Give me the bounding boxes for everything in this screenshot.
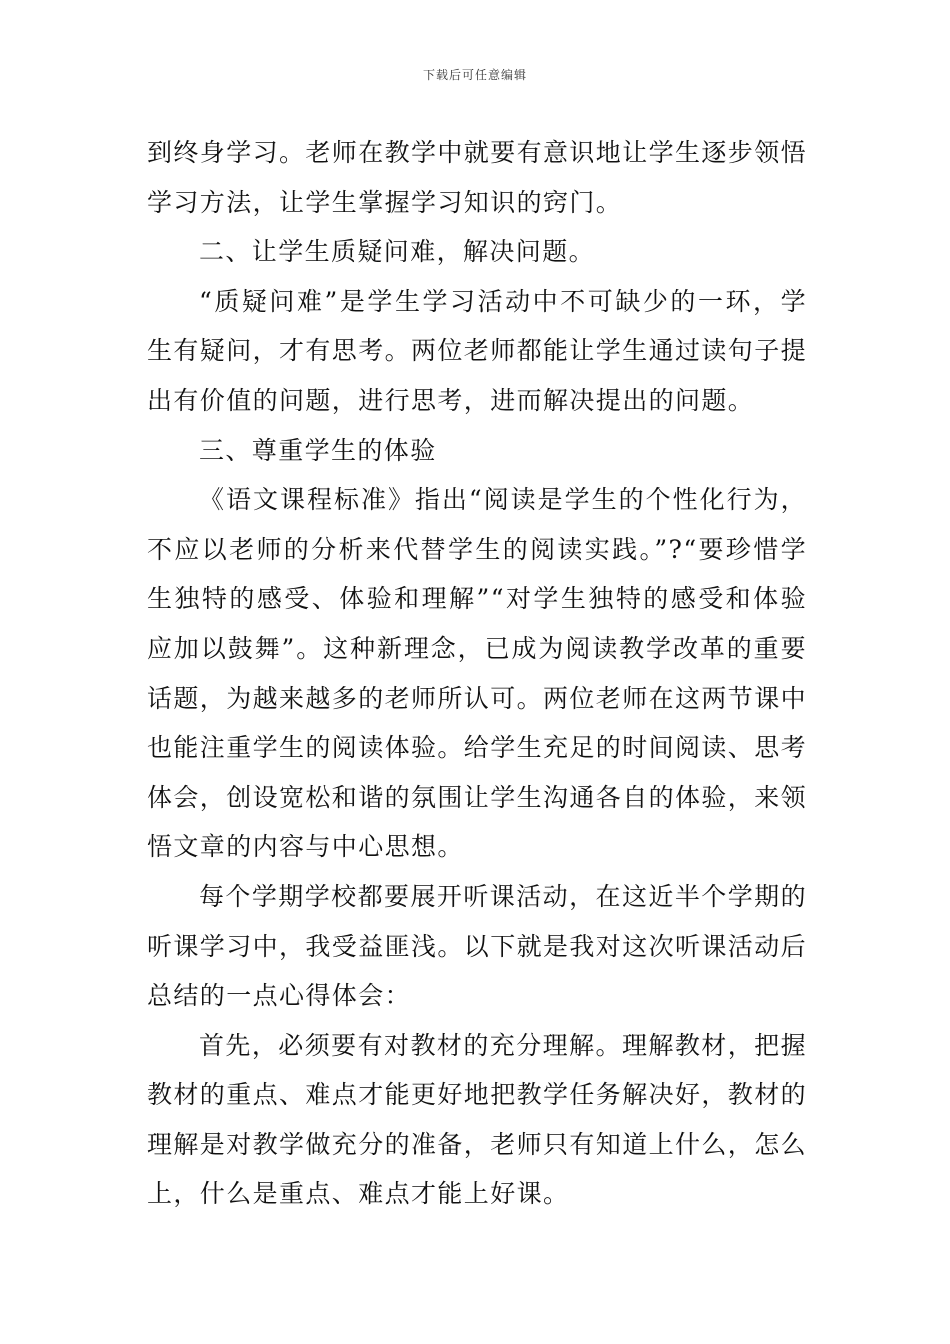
section-heading-3: 三、尊重学生的体验 — [199, 435, 437, 465]
document-body — [147, 128, 807, 1219]
paragraph-textbook-understanding: 首先，必须要有对教材的充分理解。理解教材，把握教材的重点、难点才能更好地把教学任务解决好，教材的理解是对教学做充分的准备，老师只有知道上什么，怎么上，什么是重点、难点才能上好课。 — [147, 1030, 808, 1209]
paragraph-questioning: “质疑问难”是学生学习活动中不可缺少的一环，学生有疑问，才有思考。两位老师都能让学生通过读句子提出有价值的问题，进行思考，进而解决提出的问题。 — [147, 286, 808, 415]
paragraph-curriculum-standard: 《语文课程标准》指出“阅读是学生的个性化行为，不应以老师的分析来代替学生的阅读实践。”?“要珍惜学生独特的感受、体验和理解”“对学生独特的感受和体验应加以鼓舞”。这种新理念，已成为阅读教学改革的重要话题，为越来越多的老师所认可。两位老师在这两节课中也能注重学生的阅读体验。给学生充足的时间阅读、思考体会，创设宽松和谐的氛围让学生沟通各自的体验，来领悟文章的内容与中心思想。 — [147, 485, 808, 862]
section-heading-2: 二、让学生质疑问难，解决问题。 — [199, 237, 596, 267]
page-header: 下载后可任意编辑 — [422, 68, 527, 82]
paragraph-lesson-observation: 每个学期学校都要展开听课活动，在这近半个学期的听课学习中，我受益匪浅。以下就是我对这次听课活动后总结的一点心得体会： — [147, 881, 808, 1011]
paragraph-1: 到终身学习。老师在教学中就要有意识地让学生逐步领悟学习方法，让学生掌握学习知识的窍门。 — [147, 138, 808, 217]
